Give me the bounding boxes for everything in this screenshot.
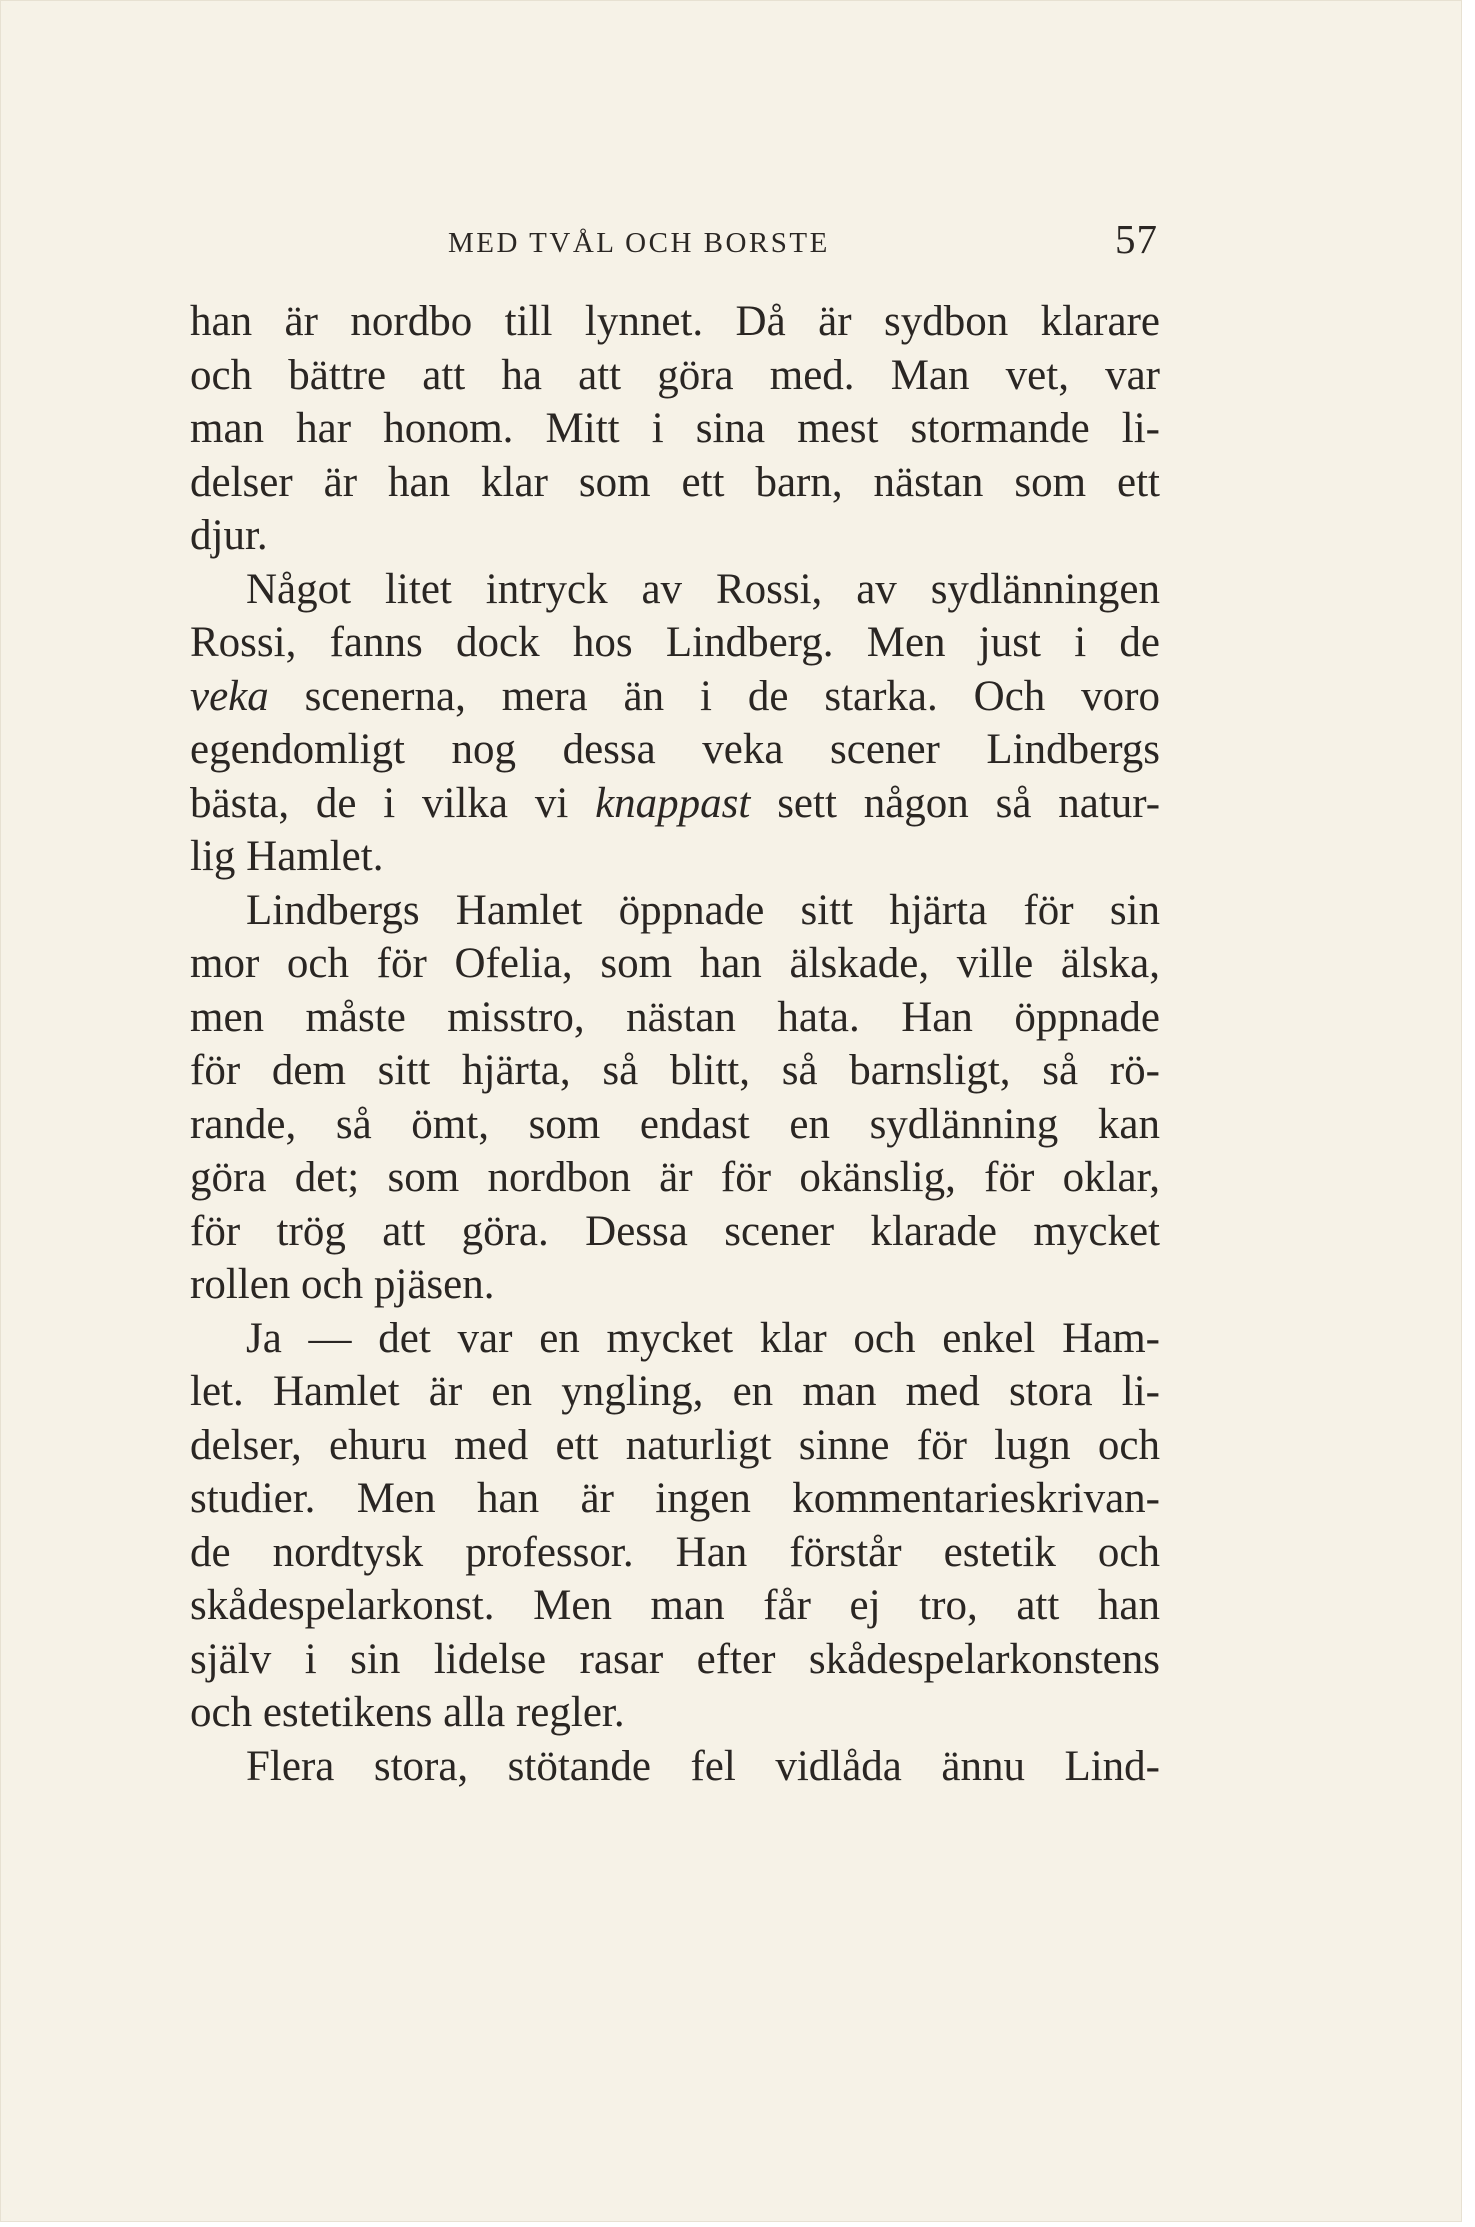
text-line-fragment: scenerna, mera än i de starka. Och voro: [304, 672, 1160, 720]
text-line-fragment: sett någon så natur-: [777, 779, 1161, 827]
page-number: 57: [1115, 216, 1158, 262]
text-line: själv i sin lidelse rasar efter skådespelarkonstens: [190, 1635, 1160, 1683]
text-line-fragment: bästa, de i vilka vi: [190, 779, 569, 827]
text-line: djur.: [190, 512, 268, 559]
text-line: Något litet intryck av Rossi, av sydlänningen: [246, 565, 1160, 613]
text-line: men måste misstro, nästan hata. Han öppnade: [190, 993, 1160, 1041]
page-edge: [1462, 0, 1475, 2227]
text-line: delser, ehuru med ett naturligt sinne för lugn och: [190, 1421, 1160, 1469]
text-line: lig Hamlet.: [190, 833, 384, 880]
text-line: och bättre att ha att göra med. Man vet, var: [190, 351, 1160, 399]
text-line: göra det; som nordbon är för okänslig, för oklar,: [190, 1154, 1160, 1201]
text-line: skådespelarkonst. Men man får ej tro, att han: [190, 1582, 1160, 1629]
text-line: rollen och pjäsen.: [190, 1261, 495, 1308]
text-line: han är nordbo till lynnet. Då är sydbon klarare: [190, 298, 1160, 345]
text-line: mor och för Ofelia, som han älskade, ville älska,: [190, 940, 1160, 987]
text-line: Flera stora, stötande fel vidlåda ännu Lind-: [246, 1742, 1160, 1790]
text-line: Ja — det var en mycket klar och enkel Ham-: [246, 1314, 1160, 1362]
text-line: Rossi, fanns dock hos Lindberg. Men just i de: [190, 619, 1160, 666]
text-line: rande, så ömt, som endast en sydlänning kan: [190, 1100, 1160, 1148]
text-line: delser är han klar som ett barn, nästan som ett: [190, 458, 1160, 506]
text-line: man har honom. Mitt i sina mest stormande li-: [190, 405, 1160, 452]
text-line: studier. Men han är ingen kommentarieskrivan-: [190, 1475, 1160, 1522]
text-line: Lindbergs Hamlet öppnade sitt hjärta för sin: [246, 886, 1160, 934]
emphasis-veka: veka: [190, 672, 269, 720]
emphasis-knappast: knappast: [595, 779, 751, 827]
text-line: och estetikens alla regler.: [190, 1689, 625, 1736]
running-title: MED TVÅL OCH BORSTE: [448, 227, 830, 259]
text-line: de nordtysk professor. Han förstår estetik och: [190, 1528, 1160, 1576]
text-line: let. Hamlet är en yngling, en man med stora li-: [190, 1368, 1160, 1415]
text-line: för trög att göra. Dessa scener klarade mycket: [190, 1207, 1160, 1255]
text-line: för dem sitt hjärta, så blitt, så barnsligt, så rö-: [190, 1047, 1160, 1094]
text-line: [190, 670, 1160, 724]
text-line: egendomligt nog dessa veka scener Lindbergs: [190, 726, 1160, 773]
running-head: [190, 215, 1160, 265]
body-text: [190, 295, 1160, 1793]
text-line: [190, 777, 1160, 831]
